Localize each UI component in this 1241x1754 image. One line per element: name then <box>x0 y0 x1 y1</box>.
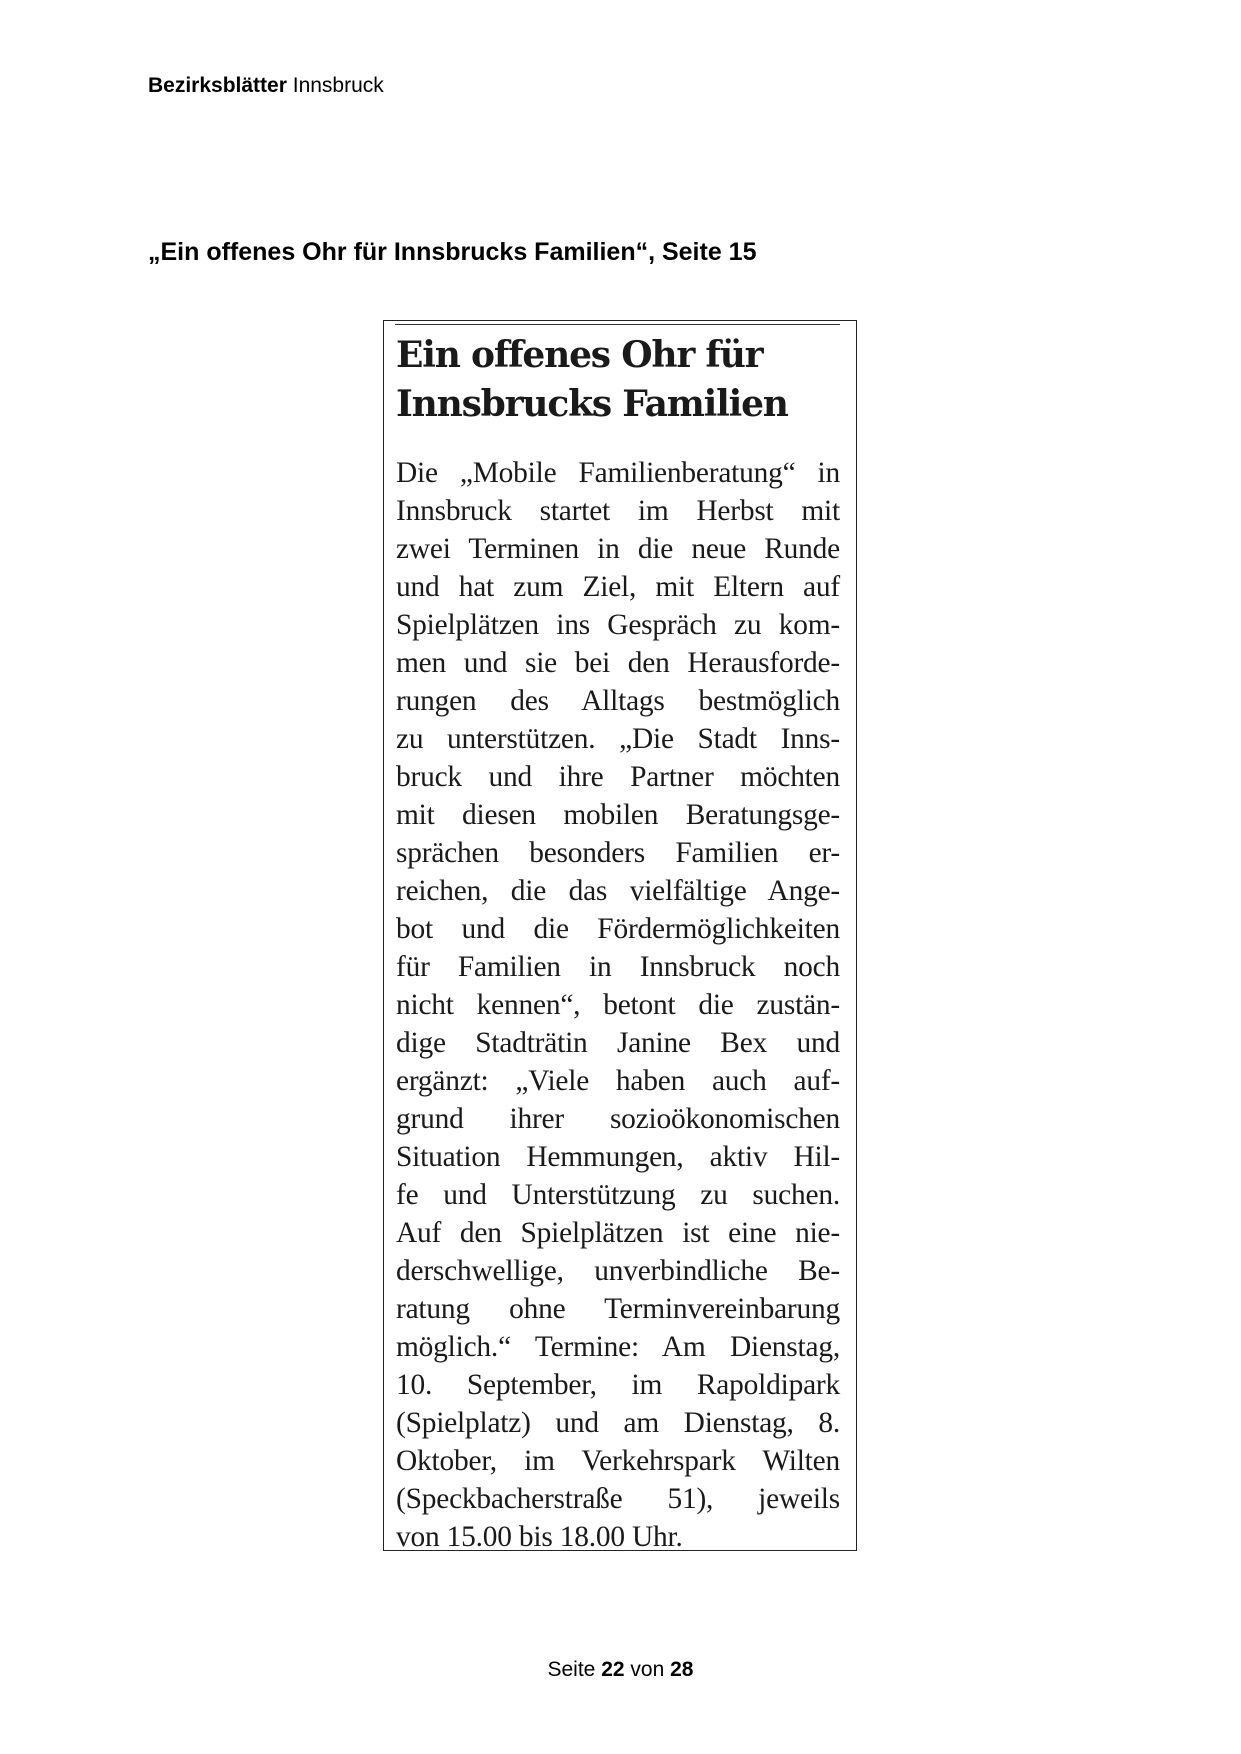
clipping-body-line: dige Stadträtin Janine Bex und <box>396 1027 840 1059</box>
clipping-body-line: fe und Unterstützung zu suchen. <box>396 1179 840 1211</box>
publication-name: Bezirksblätter <box>148 74 287 97</box>
clipping-body-line: bruck und ihre Partner möchten <box>396 761 840 793</box>
clipping-body-line: und hat zum Ziel, mit Eltern auf <box>396 571 840 603</box>
clipping-body-line: möglich.“ Termine: Am Dienstag, <box>396 1331 840 1363</box>
clipping-body-line: derschwellige, unverbindliche Be- <box>396 1255 840 1287</box>
clipping-body-line: rungen des Alltags bestmöglich <box>396 685 840 717</box>
clipping-body-line: zwei Terminen in die neue Runde <box>396 533 840 565</box>
clipping-body <box>396 454 840 1556</box>
clipping-headline <box>396 331 846 429</box>
clipping-body-line: Situation Hemmungen, aktiv Hil- <box>396 1141 840 1173</box>
page-footer <box>0 1656 1241 1684</box>
clipping-body-line: bot und die Fördermöglichkeiten <box>396 913 840 945</box>
clipping-body-line: 10. September, im Rapoldipark <box>396 1369 840 1401</box>
clipping-body-line: Die „Mobile Familienberatung“ in <box>396 457 840 489</box>
clipping-body-line: (Speckbacherstraße 51), jeweils <box>396 1483 840 1515</box>
page-separator: von <box>630 1658 665 1681</box>
clipping-body-line: (Spielplatz) und am Dienstag, 8. <box>396 1407 840 1439</box>
clipping-body-line: für Familien in Innsbruck noch <box>396 951 840 983</box>
page-label: Seite <box>547 1658 596 1681</box>
clipping-body-line: nicht kennen“, betont die zustän- <box>396 989 840 1021</box>
clipping-body-line: Auf den Spielplätzen ist eine nie- <box>396 1217 840 1249</box>
clipping-body-line: Spielplätzen ins Gespräch zu kom- <box>396 609 840 641</box>
clipping-body-line: zu unterstützen. „Die Stadt Inns- <box>396 723 840 755</box>
clipping-body-line: ratung ohne Terminvereinbarung <box>396 1293 840 1325</box>
clipping-body-line: sprächen besonders Familien er- <box>396 837 840 869</box>
clipping-body-line: Innsbruck startet im Herbst mit <box>396 495 840 527</box>
newspaper-clipping <box>383 320 857 1551</box>
article-reference: „Ein offenes Ohr für Innsbrucks Familien“, Seite 15 <box>148 238 757 266</box>
clipping-body-line: mit diesen mobilen Beratungsge- <box>396 799 840 831</box>
clipping-body-line: men und sie bei den Herausforde- <box>396 647 840 679</box>
clipping-top-rule <box>395 324 840 325</box>
page-header <box>148 72 384 100</box>
clipping-body-line: grund ihrer sozioökonomischen <box>396 1103 840 1135</box>
total-pages: 28 <box>670 1658 694 1681</box>
clipping-headline-line: Innsbrucks Familien <box>396 383 788 425</box>
clipping-headline-line: Ein offenes Ohr für <box>396 334 763 376</box>
publication-region: Innsbruck <box>292 74 384 97</box>
current-page-number: 22 <box>601 1658 625 1681</box>
clipping-body-line: von 15.00 bis 18.00 Uhr. <box>396 1521 683 1553</box>
clipping-body-line: Oktober, im Verkehrspark Wilten <box>396 1445 840 1477</box>
clipping-body-line: ergänzt: „Viele haben auch auf- <box>396 1065 840 1097</box>
clipping-body-line: reichen, die das vielfältige Ange- <box>396 875 840 907</box>
